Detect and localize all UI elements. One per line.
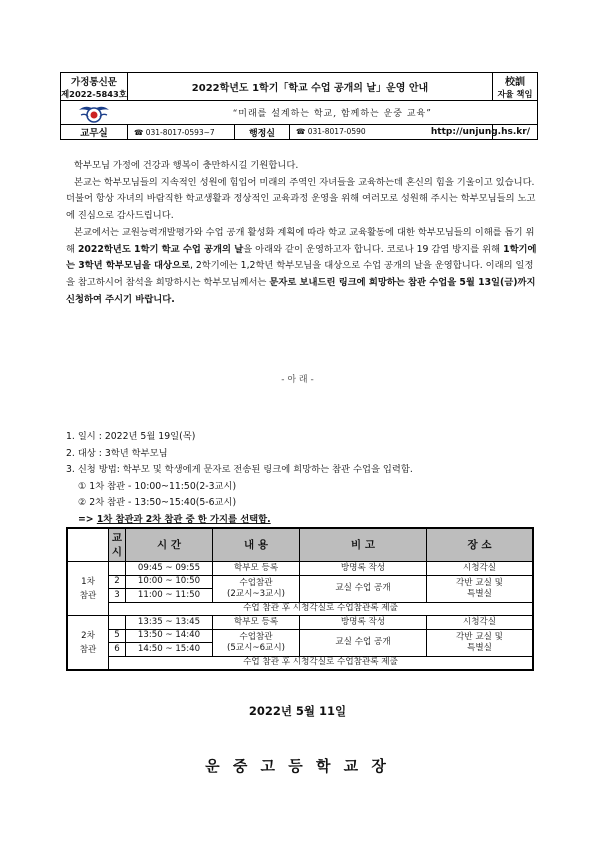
note-cell: 방명록 작성	[300, 616, 427, 630]
time-cell: 10:00 ~ 10:50	[126, 575, 213, 589]
header-note: 비 고	[300, 528, 427, 562]
letter-body	[66, 158, 538, 308]
time-cell: 13:35 ~ 13:45	[126, 616, 213, 630]
school-motto: 자율 책임	[497, 89, 533, 99]
letter-header	[60, 72, 538, 140]
item-session-1: ① 1차 참관 - 10:00~11:50(2-3교시)	[78, 480, 237, 492]
item-method: 3. 신청 방법: 학부모 및 학생에게 문자로 전송된 링크에 희망하는 참관 수업을 입력함.	[66, 464, 413, 475]
notice-heading: - 아 래 -	[281, 375, 314, 385]
session-2-footer: 수업 참관 후 시청각실로 수업참관록 제출	[109, 656, 534, 670]
choice-text: 1차 참관과 2차 참관 중 한 가지를 선택함.	[96, 513, 271, 525]
gratitude-paragraph: 본교는 학부모님들의 지속적인 성원에 힘입어 미래의 주역인 자녀들을 교육하는데 혼신의 힘을 기울이고 있습니다. 더불어 항상 자녀의 바람직한 학교생활과 정상적인 교육과정 운영을 위해 여러모로 성원해 주시는 학부모님들의 노고에 진심으로 감사드립니다.	[66, 176, 536, 222]
time-cell: 11:00 ~ 11:50	[126, 589, 213, 603]
announcement-text-2: 을 아래와 같이 운영하고자 합니다. 코로나 19 감염 방지를 위해	[243, 243, 504, 255]
announcement-text-1: 본교에서는 교원능력개발평가와 수업 공개 활성화 계획에 따라 학교 교육활동에 대한 학부모님들의 이해를 돕기 위해	[66, 226, 535, 255]
place-cell: 시청각실	[427, 562, 534, 576]
content-cell: 학부모 등록	[213, 616, 300, 630]
newsletter-label: 가정통신문	[71, 76, 117, 88]
period-cell	[109, 562, 126, 576]
school-slogan: “미래를 설계하는 학교, 함께하는 운중 교육”	[128, 101, 538, 125]
note-cell: 교실 수업 공개	[300, 629, 427, 656]
school-logo-cell	[61, 101, 128, 125]
content-cell: 학부모 등록	[213, 562, 300, 576]
item-choice	[66, 512, 413, 529]
period-cell: 6	[109, 643, 126, 657]
session-1-label: 1차 참관	[67, 562, 109, 616]
schedule-table	[66, 527, 534, 671]
school-website[interactable]: http://unjung.hs.kr/	[430, 127, 530, 137]
greeting-paragraph: 학부모님 가정에 건강과 행복이 충만하시길 기원합니다.	[74, 160, 299, 171]
dept-academic: 교무실	[61, 125, 128, 140]
note-cell: 방명록 작성	[300, 562, 427, 576]
header-blank	[67, 528, 109, 562]
dept-admin: 행정실	[235, 125, 290, 140]
motto-title: 校訓	[505, 77, 525, 88]
signer-name: 운 중 고 등 학 교 장	[205, 757, 390, 775]
session-1-footer: 수업 참관 후 시청각실로 수업참관록 제출	[109, 602, 534, 616]
doc-number: 제2022-5843호	[61, 88, 127, 99]
school-emblem-icon	[61, 102, 128, 124]
announcement-highlight-2: 1학기에는 3학년 학부모님을 대상으로	[66, 243, 537, 272]
announcement-paragraph	[66, 225, 538, 309]
time-cell: 09:45 ~ 09:55	[126, 562, 213, 576]
header-time: 시 간	[126, 528, 213, 562]
item-session-2: ② 2차 참관 - 13:50~15:40(5-6교시)	[78, 497, 237, 508]
announcement-highlight-3: 문자로 보내드린 링크에 희망하는 참관 수업을 5월 13일(금)까지 신청하여 주시기 바랍니다.	[66, 276, 536, 305]
item-target: 2. 대상 : 3학년 학부모님	[66, 447, 168, 459]
phone-academic: ☎ 031-8017-0593~7	[128, 125, 235, 140]
header-period: 교 시	[109, 528, 126, 562]
phone-admin-text: ☎ 031-8017-0590	[296, 127, 366, 136]
announcement-highlight-1: 2022학년도 1학기 학교 수업 공개의 날	[77, 243, 244, 255]
content-cell: 수업참관 (2교시~3교시)	[213, 575, 300, 602]
session-2-label: 2차 참관	[67, 616, 109, 671]
header-id-cell	[61, 73, 128, 101]
place-cell: 각반 교실 및 특별실	[427, 575, 534, 602]
note-cell: 교실 수업 공개	[300, 575, 427, 602]
period-cell: 3	[109, 589, 126, 603]
period-cell: 5	[109, 629, 126, 643]
issue-date: 2022년 5월 11일	[248, 704, 347, 718]
place-cell: 각반 교실 및 특별실	[427, 629, 534, 656]
header-content: 내 용	[213, 528, 300, 562]
time-cell: 13:50 ~ 14:40	[126, 629, 213, 643]
header-place: 장 소	[427, 528, 534, 562]
arrow-text: =>	[78, 513, 97, 525]
motto-cell	[493, 73, 538, 101]
place-cell: 시청각실	[427, 616, 534, 630]
period-cell: 2	[109, 575, 126, 589]
time-cell: 14:50 ~ 15:40	[126, 643, 213, 657]
announcement-text-3: , 2학기에는 1,2학년 학부모님을 대상으로 수업 공개의 날을 운영합니다. 이래의 일정을 참고하시어 참석을 희망하시는 학부모님께서는	[66, 260, 534, 288]
content-cell: 수업참관 (5교시~6교시)	[213, 629, 300, 656]
phone-admin	[290, 125, 530, 140]
period-cell	[109, 616, 126, 630]
item-date: 1. 일시 : 2022년 5월 19일(목)	[66, 431, 196, 442]
letter-title: 2022학년도 1학기「학교 수업 공개의 날」운영 안내	[128, 73, 493, 101]
